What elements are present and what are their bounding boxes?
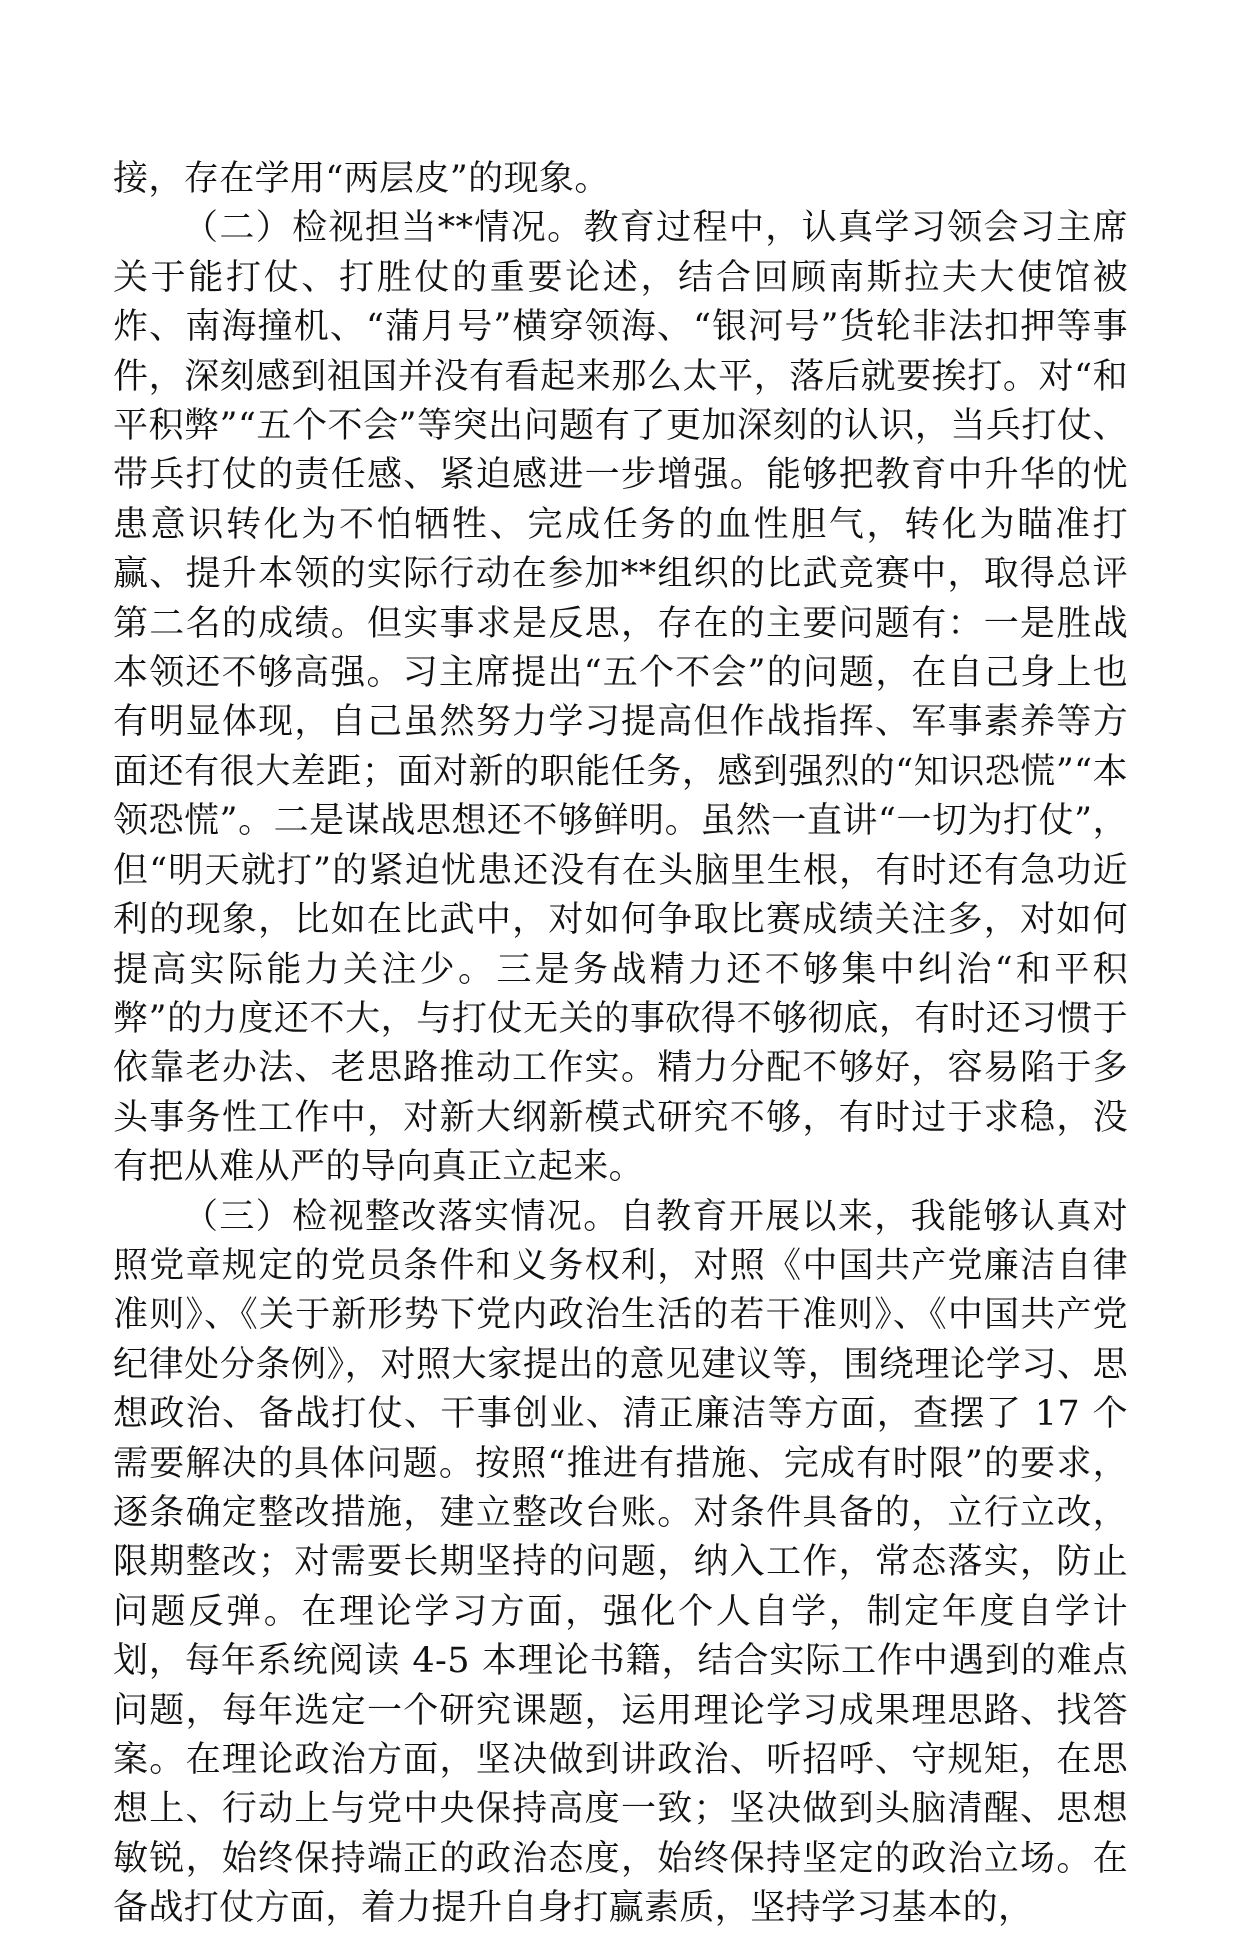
paragraph-section-two: （二）检视担当**情况。教育过程中，认真学习领会习主席关于能打仗、打胜仗的重要论述，结合回顾南斯拉夫大使馆被炸、南海撞机、“蒲月号”横穿领海、“银河号”货轮非法扣押等事件，深刻感到祖国并没有看起来那么太平，落后就要挨打。对“和平积弊”“五个不会”等突出问题有了更加深刻的认识，当兵打仗、带兵打仗的责任感、紧迫感进一步增强。能够把教育中升华的忧患意识转化为不怕牺牲、完成任务的血性胆气，转化为瞄准打赢、提升本领的实际行动在参加**组织的比武竞赛中，取得总评第二名的成绩。但实事求是反思，存在的主要问题有：一是胜战本领还不够高强。习主席提出“五个不会”的问题，在自己身上也有明显体现，自己虽然努力学习提高但作战指挥、军事素养等方面还有很大差距；面对新的职能任务，感到强烈的“知识恐慌”“本领恐慌”。二是谋战思想还不够鲜明。虽然一直讲“一切为打仗”，但“明天就打”的紧迫忧患还没有在头脑里生根，有时还有急功近利的现象，比如在比武中，对如何争取比赛成绩关注多，对如何提高实际能力关注少。三是务战精力还不够集中纠治“和平积弊”的力度还不大，与打仗无关的事砍得不够彻底，有时还习惯于依靠老办法、老思路推动工作实。精力分配不够好，容易陷于多头事务性工作中，对新大纲新模式研究不够，有时过于求稳，没有把从难从严的导向真正立起来。 bbox=[113, 208, 1128, 1188]
document-body bbox=[113, 155, 1128, 1934]
paragraph-continuation: 接，存在学用“两层皮”的现象。 bbox=[113, 159, 610, 199]
paragraph-section-three: （三）检视整改落实情况。自教育开展以来，我能够认真对照党章规定的党员条件和义务权利，对照《中国共产党廉洁自律准则》、《关于新形势下党内政治生活的若干准则》、《中国共产党纪律处分条例》，对照大家提出的意见建议等，围绕理论学习、思想政治、备战打仗、干事创业、清正廉洁等方面，查摆了 17 个需要解决的具体问题。按照“推进有措施、完成有时限”的要求，逐条确定整改措施，建立整改台账。对条件具备的，立行立改，限期整改；对需要长期坚持的问题，纳入工作，常态落实，防止问题反弹。在理论学习方面，强化个人自学，制定年度自学计划，每年系统阅读 4-5 本理论书籍，结合实际工作中遇到的难点问题，每年选定一个研究课题，运用理论学习成果理思路、找答案。在理论政治方面，坚决做到讲政治、听招呼、守规矩，在思想上、行动上与党中央保持高度一致；坚决做到头脑清醒、思想敏锐，始终保持端正的政治态度，始终保持坚定的政治立场。在备战打仗方面，着力提升自身打赢素质，坚持学习基本的， bbox=[113, 1196, 1128, 1929]
